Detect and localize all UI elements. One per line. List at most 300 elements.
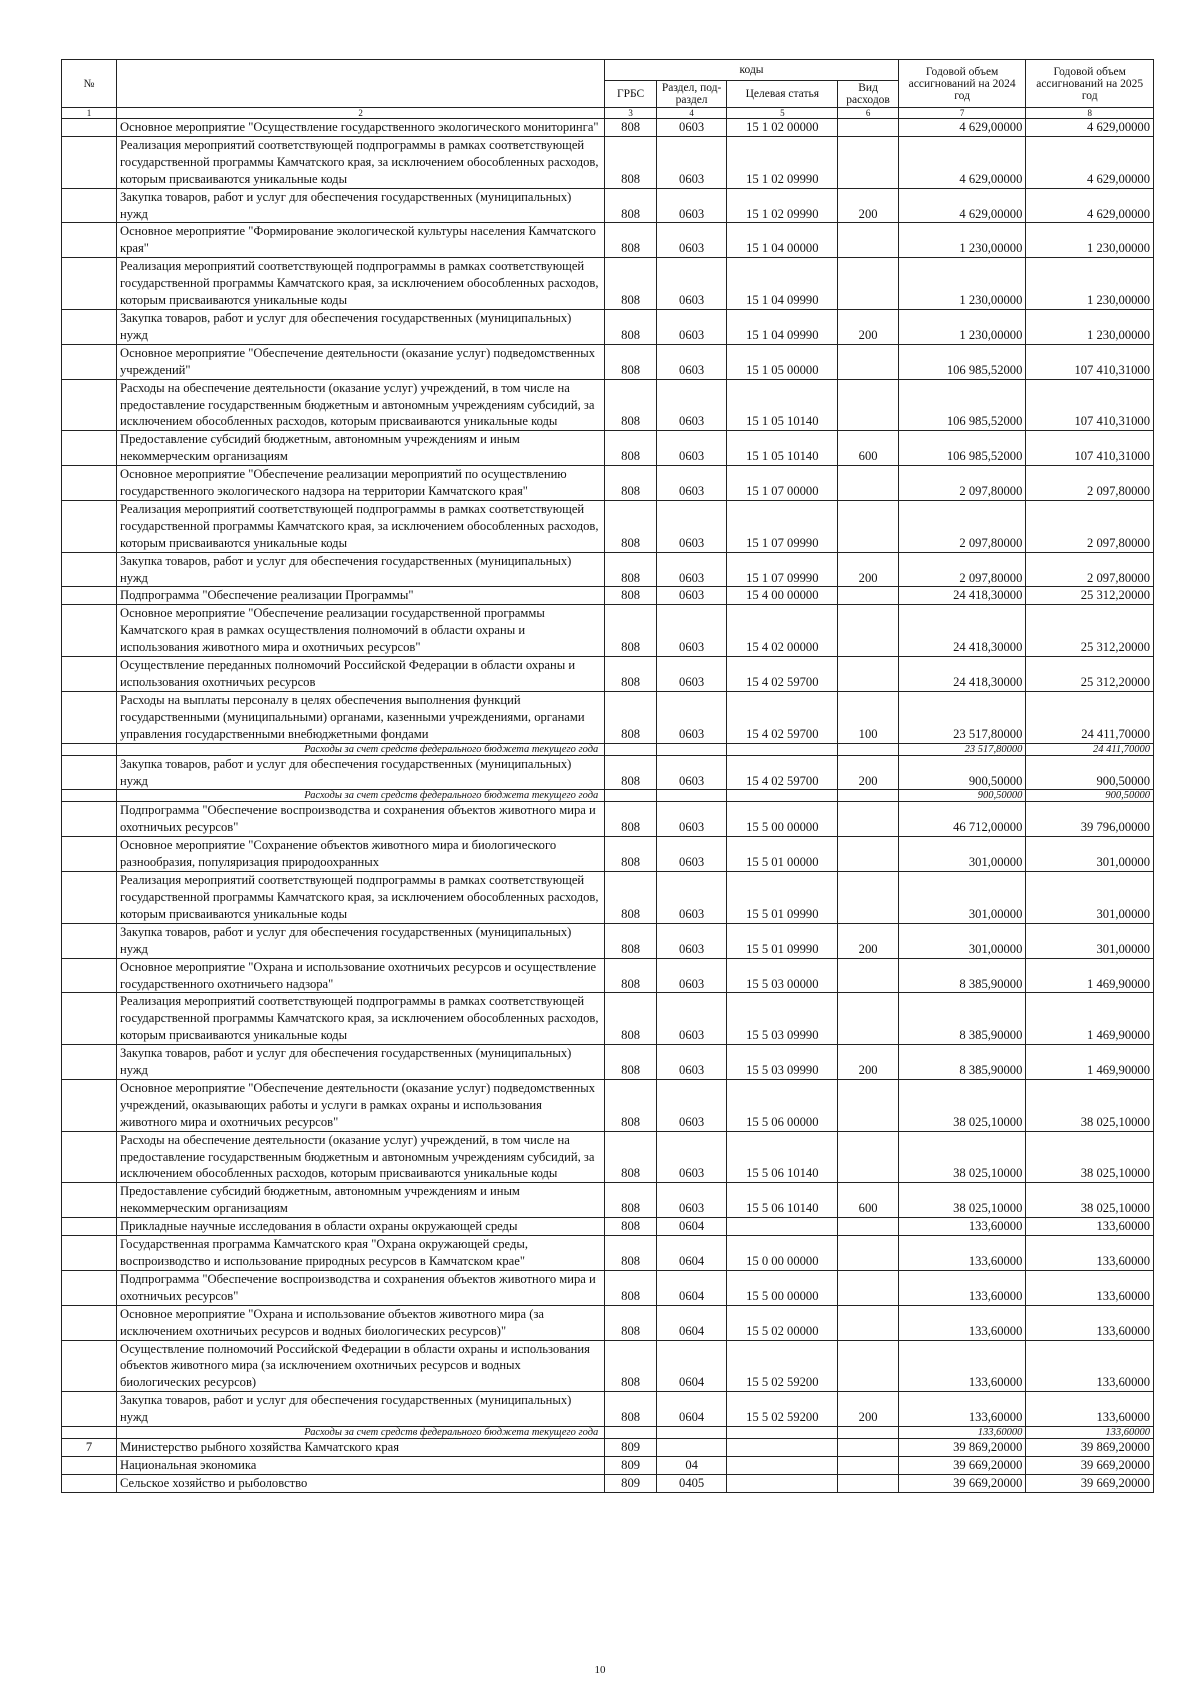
row-target-article: 15 5 01 09990 <box>727 872 838 924</box>
row-name: Расходы на обеспечение деятельности (оказание услуг) учреждений, в том числе на предоставление государственным бюджетным и автономным учреждениям субсидий, за исключением обособленных расходов, которым присваиваются уникальные коды <box>116 1131 604 1183</box>
row-razdel: 0603 <box>656 136 726 188</box>
row-razdel: 0603 <box>656 958 726 993</box>
row-amount-2025: 39 796,00000 <box>1026 802 1154 837</box>
row-amount-2024: 24 418,30000 <box>898 605 1026 657</box>
row-name: Расходы на выплаты персоналу в целях обеспечения выполнения функций государственными (муниципальными) органами, казенными учреждениями, органами управления государственными внебюджетными фондами <box>116 691 604 743</box>
row-amount-2025: 1 230,00000 <box>1026 309 1154 344</box>
table-row <box>62 1305 1154 1340</box>
row-razdel: 0603 <box>656 923 726 958</box>
row-grbs: 808 <box>605 837 657 872</box>
row-name: Реализация мероприятий соответствующей подпрограммы в рамках соответствующей государственной программы Камчатского края, за исключением обособленных расходов, которым присваиваются уникальные коды <box>116 136 604 188</box>
row-number <box>62 755 117 790</box>
row-expense-type: 200 <box>838 309 898 344</box>
row-name: Основное мероприятие "Обеспечение реализации государственной программы Камчатского края в рамках осуществления полномочий в области охраны и использования животного мира и охотничьих ресурсов" <box>116 605 604 657</box>
row-target-article: 15 4 02 59700 <box>727 657 838 692</box>
header-grbs: ГРБС <box>605 81 657 108</box>
header-2025: Годовой объем ассигнований на 2025 год <box>1026 60 1154 108</box>
row-expense-type <box>838 1340 898 1392</box>
row-number <box>62 1474 117 1492</box>
table-row <box>62 1456 1154 1474</box>
row-amount-2024: 1 230,00000 <box>898 309 1026 344</box>
row-expense-type: 200 <box>838 1045 898 1080</box>
table-row <box>62 872 1154 924</box>
row-amount-2024: 24 418,30000 <box>898 657 1026 692</box>
row-amount-2025: 4 629,00000 <box>1026 119 1154 137</box>
row-grbs: 809 <box>605 1439 657 1457</box>
table-row <box>62 1392 1154 1427</box>
table-row <box>62 1236 1154 1271</box>
row-razdel: 0603 <box>656 1183 726 1218</box>
row-amount-2024: 2 097,80000 <box>898 500 1026 552</box>
row-name: Реализация мероприятий соответствующей подпрограммы в рамках соответствующей государственной программы Камчатского края, за исключением обособленных расходов, которым присваиваются уникальные коды <box>116 500 604 552</box>
row-amount-2024: 133,60000 <box>898 1236 1026 1271</box>
row-target-article: 15 5 00 00000 <box>727 1270 838 1305</box>
row-razdel: 0604 <box>656 1270 726 1305</box>
row-target-article: 15 0 00 00000 <box>727 1236 838 1271</box>
row-razdel: 0603 <box>656 587 726 605</box>
column-number: 4 <box>656 108 726 119</box>
row-grbs: 808 <box>605 1236 657 1271</box>
row-amount-2024: 900,50000 <box>898 790 1026 802</box>
row-name: Закупка товаров, работ и услуг для обеспечения государственных (муниципальных) нужд <box>116 755 604 790</box>
row-number: 7 <box>62 1439 117 1457</box>
row-razdel: 0603 <box>656 344 726 379</box>
row-amount-2025: 107 410,31000 <box>1026 344 1154 379</box>
row-target-article <box>727 1456 838 1474</box>
row-amount-2024: 106 985,52000 <box>898 379 1026 431</box>
row-grbs: 808 <box>605 605 657 657</box>
row-grbs <box>605 743 657 755</box>
table-row <box>62 657 1154 692</box>
row-target-article: 15 5 06 10140 <box>727 1131 838 1183</box>
table-row <box>62 500 1154 552</box>
row-razdel: 0603 <box>656 379 726 431</box>
row-expense-type <box>838 1439 898 1457</box>
row-expense-type: 200 <box>838 755 898 790</box>
row-amount-2024: 133,60000 <box>898 1270 1026 1305</box>
row-amount-2025: 24 411,70000 <box>1026 743 1154 755</box>
row-amount-2024: 133,60000 <box>898 1305 1026 1340</box>
row-amount-2025: 107 410,31000 <box>1026 431 1154 466</box>
table-row <box>62 431 1154 466</box>
row-amount-2024: 106 985,52000 <box>898 344 1026 379</box>
row-expense-type <box>838 958 898 993</box>
row-target-article: 15 4 02 59700 <box>727 691 838 743</box>
row-target-article <box>727 743 838 755</box>
federal-funds-row <box>62 743 1154 755</box>
table-row <box>62 119 1154 137</box>
row-amount-2024: 301,00000 <box>898 923 1026 958</box>
row-amount-2024: 2 097,80000 <box>898 552 1026 587</box>
table-row <box>62 923 1154 958</box>
row-amount-2024: 1 230,00000 <box>898 258 1026 310</box>
row-razdel: 0604 <box>656 1218 726 1236</box>
row-amount-2024: 24 418,30000 <box>898 587 1026 605</box>
row-razdel: 0603 <box>656 605 726 657</box>
row-amount-2025: 2 097,80000 <box>1026 552 1154 587</box>
row-name: Закупка товаров, работ и услуг для обеспечения государственных (муниципальных) нужд <box>116 1392 604 1427</box>
row-name: Подпрограмма "Обеспечение воспроизводства и сохранения объектов животного мира и охотничьих ресурсов" <box>116 802 604 837</box>
row-name: Подпрограмма "Обеспечение воспроизводства и сохранения объектов животного мира и охотничьих ресурсов" <box>116 1270 604 1305</box>
row-target-article: 15 5 00 00000 <box>727 802 838 837</box>
federal-funds-row <box>62 790 1154 802</box>
row-grbs: 808 <box>605 1131 657 1183</box>
table-row <box>62 1079 1154 1131</box>
row-expense-type <box>838 743 898 755</box>
row-razdel: 0603 <box>656 872 726 924</box>
row-number <box>62 500 117 552</box>
row-grbs: 808 <box>605 136 657 188</box>
row-razdel <box>656 1427 726 1439</box>
row-number <box>62 431 117 466</box>
row-target-article: 15 5 06 10140 <box>727 1183 838 1218</box>
row-amount-2025: 900,50000 <box>1026 755 1154 790</box>
row-expense-type <box>838 258 898 310</box>
row-grbs: 808 <box>605 657 657 692</box>
row-target-article: 15 5 03 00000 <box>727 958 838 993</box>
column-number: 2 <box>116 108 604 119</box>
row-razdel: 04 <box>656 1456 726 1474</box>
table-row <box>62 1045 1154 1080</box>
row-grbs: 808 <box>605 223 657 258</box>
row-name: Закупка товаров, работ и услуг для обеспечения государственных (муниципальных) нужд <box>116 923 604 958</box>
row-amount-2025: 133,60000 <box>1026 1427 1154 1439</box>
row-grbs: 808 <box>605 1079 657 1131</box>
row-name: Осуществление переданных полномочий Российской Федерации в области охраны и использования охотничьих ресурсов <box>116 657 604 692</box>
column-number: 3 <box>605 108 657 119</box>
row-name: Предоставление субсидий бюджетным, автономным учреждениям и иным некоммерческим организациям <box>116 1183 604 1218</box>
row-target-article: 15 5 01 00000 <box>727 837 838 872</box>
row-target-article <box>727 1427 838 1439</box>
row-expense-type <box>838 1456 898 1474</box>
row-number <box>62 1305 117 1340</box>
row-name: Расходы за счет средств федерального бюджета текущего года <box>116 1427 604 1439</box>
row-expense-type <box>838 136 898 188</box>
row-number <box>62 1183 117 1218</box>
row-number <box>62 258 117 310</box>
header-codes: коды <box>605 60 899 81</box>
row-amount-2025: 4 629,00000 <box>1026 188 1154 223</box>
table-row <box>62 188 1154 223</box>
table-row <box>62 223 1154 258</box>
row-amount-2024: 133,60000 <box>898 1427 1026 1439</box>
table-row <box>62 837 1154 872</box>
row-amount-2024: 2 097,80000 <box>898 466 1026 501</box>
row-number <box>62 657 117 692</box>
row-razdel: 0603 <box>656 500 726 552</box>
row-expense-type: 600 <box>838 431 898 466</box>
row-number <box>62 1340 117 1392</box>
row-target-article <box>727 1439 838 1457</box>
table-row <box>62 379 1154 431</box>
row-number <box>62 223 117 258</box>
column-number: 8 <box>1026 108 1154 119</box>
row-target-article <box>727 1474 838 1492</box>
row-expense-type: 200 <box>838 188 898 223</box>
row-name: Основное мероприятие "Обеспечение деятельности (оказание услуг) подведомственных учреждений, оказывающих работы и услуги в рамках охраны и использования животного мира и охотничьих ресурсов" <box>116 1079 604 1131</box>
row-razdel: 0604 <box>656 1236 726 1271</box>
row-amount-2024: 38 025,10000 <box>898 1079 1026 1131</box>
row-target-article: 15 4 00 00000 <box>727 587 838 605</box>
row-target-article: 15 1 02 09990 <box>727 188 838 223</box>
row-expense-type <box>838 872 898 924</box>
row-expense-type <box>838 790 898 802</box>
row-grbs: 808 <box>605 1305 657 1340</box>
row-amount-2025: 133,60000 <box>1026 1392 1154 1427</box>
row-name: Сельское хозяйство и рыболовство <box>116 1474 604 1492</box>
table-row <box>62 344 1154 379</box>
row-amount-2024: 8 385,90000 <box>898 1045 1026 1080</box>
row-grbs <box>605 1427 657 1439</box>
row-number <box>62 1270 117 1305</box>
row-amount-2025: 1 469,90000 <box>1026 958 1154 993</box>
row-target-article: 15 5 02 59200 <box>727 1392 838 1427</box>
row-amount-2025: 38 025,10000 <box>1026 1131 1154 1183</box>
row-amount-2024: 106 985,52000 <box>898 431 1026 466</box>
row-amount-2024: 4 629,00000 <box>898 188 1026 223</box>
row-razdel: 0603 <box>656 1131 726 1183</box>
row-target-article: 15 1 04 00000 <box>727 223 838 258</box>
row-target-article: 15 1 07 00000 <box>727 466 838 501</box>
row-target-article: 15 1 02 09990 <box>727 136 838 188</box>
column-number: 7 <box>898 108 1026 119</box>
row-expense-type <box>838 466 898 501</box>
row-expense-type: 200 <box>838 1392 898 1427</box>
row-expense-type <box>838 1270 898 1305</box>
row-razdel: 0603 <box>656 657 726 692</box>
row-target-article: 15 5 03 09990 <box>727 1045 838 1080</box>
row-grbs: 808 <box>605 188 657 223</box>
row-target-article: 15 1 04 09990 <box>727 258 838 310</box>
row-amount-2024: 23 517,80000 <box>898 691 1026 743</box>
row-number <box>62 309 117 344</box>
row-name: Прикладные научные исследования в области охраны окружающей среды <box>116 1218 604 1236</box>
row-amount-2024: 4 629,00000 <box>898 119 1026 137</box>
table-header <box>62 60 1154 119</box>
row-razdel: 0603 <box>656 755 726 790</box>
row-razdel: 0603 <box>656 802 726 837</box>
row-grbs: 808 <box>605 258 657 310</box>
row-target-article: 15 1 05 10140 <box>727 431 838 466</box>
table-row <box>62 466 1154 501</box>
row-number <box>62 872 117 924</box>
row-amount-2024: 301,00000 <box>898 837 1026 872</box>
table-row <box>62 309 1154 344</box>
row-amount-2025: 25 312,20000 <box>1026 657 1154 692</box>
row-name: Осуществление полномочий Российской Федерации в области охраны и использования объектов животного мира (за исключением охотничьих ресурсов и водных биологических ресурсов) <box>116 1340 604 1392</box>
row-grbs: 808 <box>605 1183 657 1218</box>
row-number <box>62 136 117 188</box>
row-name: Основное мероприятие "Обеспечение деятельности (оказание услуг) подведомственных учреждений" <box>116 344 604 379</box>
header-column-numbers <box>62 108 1154 119</box>
row-name: Основное мероприятие "Охрана и использование охотничьих ресурсов и осуществление государственного охотничьего надзора" <box>116 958 604 993</box>
table-row <box>62 691 1154 743</box>
row-target-article: 15 5 02 00000 <box>727 1305 838 1340</box>
table-row <box>62 802 1154 837</box>
row-expense-type <box>838 587 898 605</box>
row-grbs: 809 <box>605 1456 657 1474</box>
row-amount-2025: 24 411,70000 <box>1026 691 1154 743</box>
row-name: Закупка товаров, работ и услуг для обеспечения государственных (муниципальных) нужд <box>116 552 604 587</box>
row-name: Национальная экономика <box>116 1456 604 1474</box>
row-amount-2025: 1 469,90000 <box>1026 1045 1154 1080</box>
row-amount-2025: 2 097,80000 <box>1026 500 1154 552</box>
row-expense-type <box>838 1218 898 1236</box>
row-target-article: 15 4 02 00000 <box>727 605 838 657</box>
row-target-article: 15 5 01 09990 <box>727 923 838 958</box>
row-number <box>62 1392 117 1427</box>
row-amount-2025: 301,00000 <box>1026 872 1154 924</box>
row-grbs: 808 <box>605 1340 657 1392</box>
row-name: Расходы за счет средств федерального бюджета текущего года <box>116 743 604 755</box>
row-number <box>62 923 117 958</box>
row-amount-2025: 133,60000 <box>1026 1270 1154 1305</box>
header-razdel: Раздел, под-раздел <box>656 81 726 108</box>
row-amount-2025: 301,00000 <box>1026 837 1154 872</box>
row-amount-2024: 133,60000 <box>898 1218 1026 1236</box>
row-expense-type: 600 <box>838 1183 898 1218</box>
row-razdel: 0603 <box>656 431 726 466</box>
page-number: 10 <box>594 1664 606 1676</box>
row-number <box>62 188 117 223</box>
row-number <box>62 1427 117 1439</box>
row-razdel: 0603 <box>656 119 726 137</box>
row-target-article: 15 1 07 09990 <box>727 500 838 552</box>
row-amount-2025: 107 410,31000 <box>1026 379 1154 431</box>
row-name: Основное мероприятие "Обеспечение реализации мероприятий по осуществлению государственного экологического надзора на территории Камчатского края" <box>116 466 604 501</box>
row-number <box>62 466 117 501</box>
row-grbs: 808 <box>605 958 657 993</box>
row-amount-2025: 39 669,20000 <box>1026 1456 1154 1474</box>
row-grbs: 808 <box>605 552 657 587</box>
table-row <box>62 1131 1154 1183</box>
row-target-article: 15 5 03 09990 <box>727 993 838 1045</box>
row-expense-type <box>838 1236 898 1271</box>
row-razdel: 0603 <box>656 837 726 872</box>
row-grbs: 808 <box>605 1045 657 1080</box>
row-number <box>62 1456 117 1474</box>
row-number <box>62 691 117 743</box>
row-name: Реализация мероприятий соответствующей подпрограммы в рамках соответствующей государственной программы Камчатского края, за исключением обособленных расходов, которым присваиваются уникальные коды <box>116 872 604 924</box>
table-row <box>62 1183 1154 1218</box>
row-expense-type <box>838 1079 898 1131</box>
table-row <box>62 958 1154 993</box>
row-expense-type <box>838 657 898 692</box>
header-expense-type: Вид расходов <box>838 81 898 108</box>
row-number <box>62 587 117 605</box>
row-amount-2024: 8 385,90000 <box>898 993 1026 1045</box>
row-name: Закупка товаров, работ и услуг для обеспечения государственных (муниципальных) нужд <box>116 1045 604 1080</box>
row-razdel <box>656 743 726 755</box>
table-row <box>62 1474 1154 1492</box>
row-number <box>62 958 117 993</box>
row-target-article: 15 1 02 00000 <box>727 119 838 137</box>
row-number <box>62 1131 117 1183</box>
row-expense-type <box>838 837 898 872</box>
row-target-article: 15 5 06 00000 <box>727 1079 838 1131</box>
row-razdel: 0603 <box>656 691 726 743</box>
table-row <box>62 755 1154 790</box>
row-amount-2025: 133,60000 <box>1026 1218 1154 1236</box>
row-expense-type: 200 <box>838 923 898 958</box>
row-amount-2024: 133,60000 <box>898 1392 1026 1427</box>
row-amount-2025: 1 230,00000 <box>1026 223 1154 258</box>
table-row <box>62 258 1154 310</box>
row-razdel: 0603 <box>656 552 726 587</box>
row-amount-2025: 38 025,10000 <box>1026 1079 1154 1131</box>
row-expense-type: 200 <box>838 552 898 587</box>
row-grbs: 808 <box>605 309 657 344</box>
row-amount-2024: 46 712,00000 <box>898 802 1026 837</box>
row-amount-2025: 1 230,00000 <box>1026 258 1154 310</box>
row-razdel: 0603 <box>656 466 726 501</box>
row-razdel: 0603 <box>656 188 726 223</box>
column-number: 5 <box>727 108 838 119</box>
header-target-article: Целевая статья <box>727 81 838 108</box>
column-number: 6 <box>838 108 898 119</box>
row-amount-2025: 25 312,20000 <box>1026 587 1154 605</box>
row-target-article: 15 1 04 09990 <box>727 309 838 344</box>
row-grbs: 808 <box>605 119 657 137</box>
row-amount-2025: 2 097,80000 <box>1026 466 1154 501</box>
table-row <box>62 993 1154 1045</box>
row-amount-2025: 1 469,90000 <box>1026 993 1154 1045</box>
row-grbs: 808 <box>605 923 657 958</box>
row-expense-type <box>838 500 898 552</box>
row-grbs: 808 <box>605 466 657 501</box>
row-razdel: 0603 <box>656 1045 726 1080</box>
row-razdel: 0604 <box>656 1305 726 1340</box>
table-body <box>62 119 1154 1493</box>
row-number <box>62 1079 117 1131</box>
row-number <box>62 119 117 137</box>
row-amount-2025: 133,60000 <box>1026 1305 1154 1340</box>
row-name: Государственная программа Камчатского края "Охрана окружающей среды, воспроизводство и использование природных ресурсов в Камчатском крае" <box>116 1236 604 1271</box>
row-amount-2024: 8 385,90000 <box>898 958 1026 993</box>
row-grbs: 808 <box>605 802 657 837</box>
row-target-article: 15 1 07 09990 <box>727 552 838 587</box>
table-row <box>62 1439 1154 1457</box>
row-expense-type <box>838 344 898 379</box>
row-amount-2024: 133,60000 <box>898 1340 1026 1392</box>
row-amount-2025: 39 869,20000 <box>1026 1439 1154 1457</box>
row-amount-2024: 4 629,00000 <box>898 136 1026 188</box>
row-expense-type <box>838 993 898 1045</box>
table-row <box>62 1218 1154 1236</box>
row-target-article <box>727 1218 838 1236</box>
row-amount-2025: 301,00000 <box>1026 923 1154 958</box>
row-name: Закупка товаров, работ и услуг для обеспечения государственных (муниципальных) нужд <box>116 188 604 223</box>
federal-funds-row <box>62 1427 1154 1439</box>
row-target-article: 15 5 02 59200 <box>727 1340 838 1392</box>
row-amount-2025: 39 669,20000 <box>1026 1474 1154 1492</box>
row-name: Расходы за счет средств федерального бюджета текущего года <box>116 790 604 802</box>
row-grbs: 808 <box>605 500 657 552</box>
row-amount-2024: 39 669,20000 <box>898 1456 1026 1474</box>
row-expense-type <box>838 223 898 258</box>
row-expense-type <box>838 1305 898 1340</box>
row-grbs: 808 <box>605 379 657 431</box>
row-grbs <box>605 790 657 802</box>
row-number <box>62 743 117 755</box>
column-number: 1 <box>62 108 117 119</box>
row-expense-type <box>838 802 898 837</box>
row-razdel: 0603 <box>656 309 726 344</box>
row-target-article: 15 1 05 10140 <box>727 379 838 431</box>
row-amount-2024: 1 230,00000 <box>898 223 1026 258</box>
row-grbs: 808 <box>605 872 657 924</box>
row-name: Основное мероприятие "Сохранение объектов животного мира и биологического разнообразия, популяризация природоохранных <box>116 837 604 872</box>
